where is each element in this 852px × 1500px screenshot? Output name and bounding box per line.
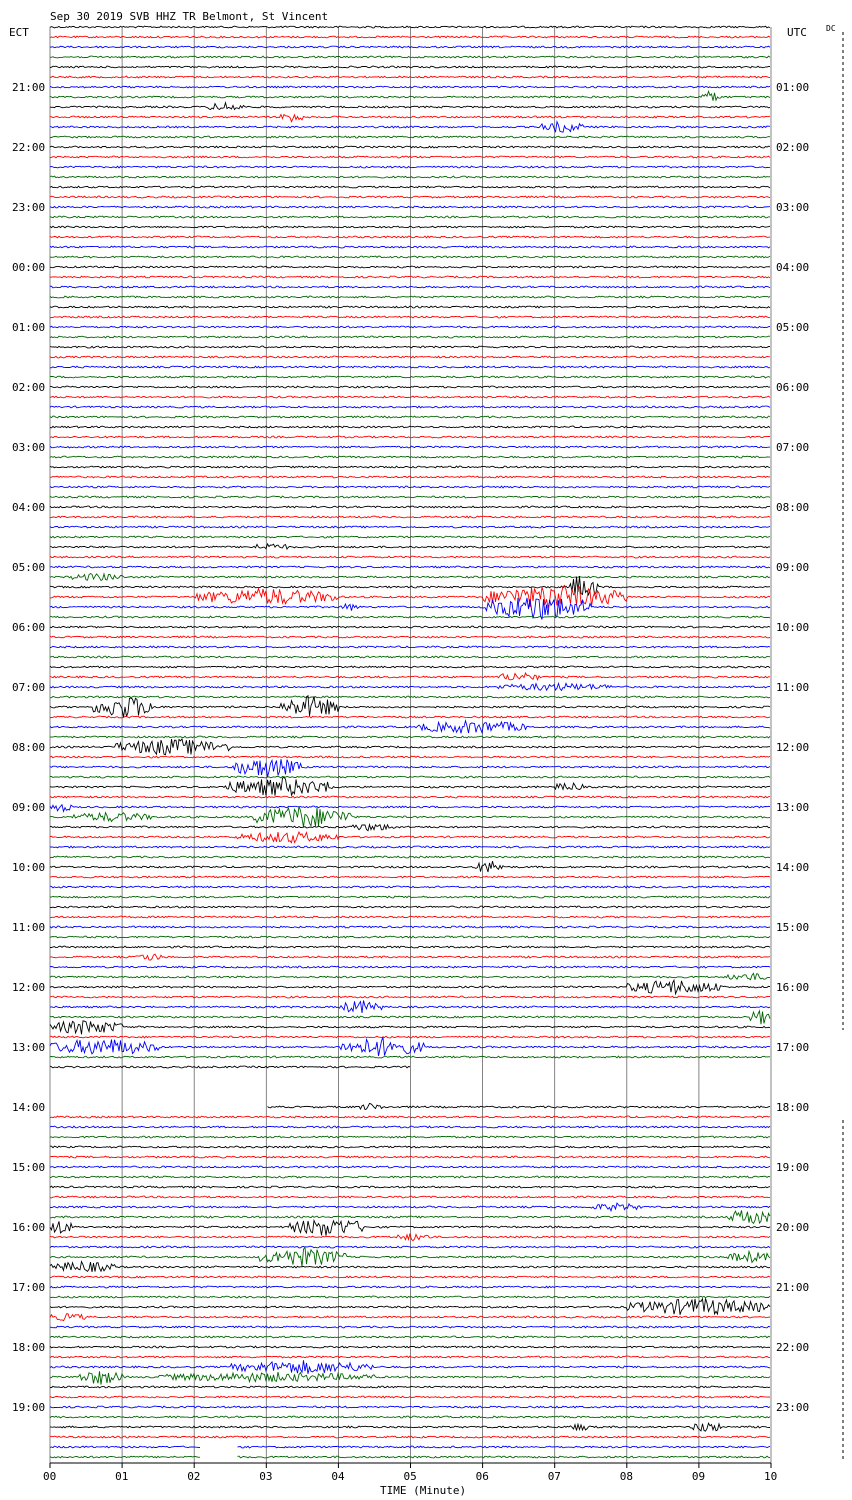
trace-line — [50, 716, 770, 718]
trace-line — [50, 306, 770, 308]
ect-hour-label: 17:00 — [12, 1281, 46, 1294]
trace-line — [50, 1286, 770, 1288]
trace-line — [50, 759, 770, 777]
trace-line — [50, 973, 770, 979]
trace-line — [50, 980, 770, 994]
trace-line — [50, 1436, 770, 1438]
utc-hour-label: 10:00 — [776, 621, 810, 634]
ect-hour-label: 09:00 — [12, 801, 46, 814]
trace-line — [50, 1326, 770, 1328]
trace-line — [50, 1360, 770, 1374]
trace-line — [50, 86, 770, 88]
seismic-traces — [50, 26, 770, 1458]
trace-line — [50, 516, 770, 518]
trace-line — [50, 246, 770, 248]
trace-line — [50, 486, 770, 488]
trace-line — [50, 426, 770, 428]
trace-line — [50, 176, 770, 178]
utc-hour-label: 22:00 — [776, 1341, 810, 1354]
trace-line — [50, 1176, 770, 1178]
trace-line — [50, 1276, 770, 1278]
trace-line — [50, 616, 770, 618]
trace-line — [50, 832, 770, 843]
trace-line — [50, 916, 770, 918]
trace-line — [50, 636, 770, 638]
trace-line — [50, 536, 770, 538]
trace-line — [50, 316, 770, 318]
trace-line — [50, 266, 770, 268]
utc-hour-label: 05:00 — [776, 321, 810, 334]
ect-hour-label: 04:00 — [12, 501, 46, 514]
chart-title: Sep 30 2019 SVB HHZ TR Belmont, St Vincent — [50, 10, 329, 23]
trace-line — [50, 456, 770, 458]
trace-line — [50, 886, 770, 888]
trace-line — [50, 386, 770, 388]
trace-line — [50, 186, 770, 188]
utc-hour-label: 09:00 — [776, 561, 810, 574]
trace-line — [50, 1247, 770, 1266]
utc-hour-label: 19:00 — [776, 1161, 810, 1174]
trace-line — [50, 356, 770, 358]
trace-line — [50, 1336, 770, 1338]
trace-line — [50, 156, 770, 158]
trace-line — [50, 376, 770, 378]
left-timezone-label: ECT — [9, 26, 29, 39]
x-axis-ticks — [43, 1463, 777, 1483]
trace-line — [50, 526, 770, 528]
trace-line — [50, 996, 770, 998]
trace-line — [50, 1246, 770, 1248]
ect-hour-label: 15:00 — [12, 1161, 46, 1174]
ect-hour-label: 03:00 — [12, 441, 46, 454]
trace-line — [50, 666, 770, 668]
trace-line — [50, 576, 770, 595]
trace-line — [50, 166, 770, 168]
x-tick-label: 00 — [43, 1470, 57, 1483]
trace-line — [50, 296, 770, 298]
trace-line — [50, 122, 770, 132]
trace-line — [50, 136, 770, 138]
trace-line — [50, 326, 770, 328]
trace-line — [50, 1314, 770, 1321]
utc-hour-label: 06:00 — [776, 381, 810, 394]
ect-hour-label: 11:00 — [12, 921, 46, 934]
trace-line — [50, 1186, 770, 1188]
utc-hour-labels — [776, 81, 809, 1414]
ect-hour-label: 00:00 — [12, 261, 46, 274]
trace-line — [50, 1423, 770, 1431]
ect-hour-label: 14:00 — [12, 1101, 46, 1114]
trace-line — [50, 103, 770, 110]
utc-hour-label: 08:00 — [776, 501, 810, 514]
trace-line — [50, 585, 770, 607]
trace-line — [50, 466, 770, 468]
trace-line — [50, 656, 770, 658]
trace-line — [50, 696, 770, 718]
trace-line — [50, 896, 770, 898]
trace-line — [50, 1356, 770, 1358]
trace-line — [50, 556, 770, 558]
trace-line — [50, 936, 770, 938]
trace-line — [50, 856, 770, 858]
utc-hour-label: 02:00 — [776, 141, 810, 154]
trace-line — [50, 906, 770, 908]
x-tick-label: 04 — [331, 1470, 345, 1483]
trace-line — [50, 216, 770, 218]
trace-line — [50, 256, 770, 258]
x-tick-label: 10 — [764, 1470, 778, 1483]
trace-line — [50, 954, 770, 960]
trace-line — [50, 196, 770, 198]
trace-line — [50, 416, 770, 418]
trace-line — [50, 1446, 770, 1448]
dc-label: DC — [826, 24, 836, 33]
trace-line — [50, 1001, 770, 1013]
ect-hour-labels — [12, 81, 45, 1414]
ect-hour-label: 08:00 — [12, 741, 46, 754]
utc-hour-label: 13:00 — [776, 801, 810, 814]
trace-line — [50, 26, 770, 28]
trace-line — [50, 1036, 770, 1038]
trace-line — [50, 1021, 770, 1035]
trace-line — [50, 566, 770, 568]
x-tick-label: 02 — [187, 1470, 201, 1483]
trace-line — [50, 721, 770, 734]
trace-line — [50, 1210, 770, 1223]
trace-line — [50, 1037, 770, 1056]
trace-line — [50, 1262, 770, 1272]
x-tick-label: 06 — [475, 1470, 489, 1483]
ect-hour-label: 12:00 — [12, 981, 46, 994]
trace-line — [50, 1203, 770, 1211]
utc-hour-label: 11:00 — [776, 681, 810, 694]
right-timezone-label: UTC — [787, 26, 807, 39]
trace-line — [50, 1296, 770, 1298]
trace-line — [50, 626, 770, 628]
trace-line — [50, 1011, 770, 1024]
trace-line — [50, 396, 770, 398]
trace-line — [50, 496, 770, 498]
trace-line — [50, 1056, 770, 1058]
x-tick-label: 05 — [403, 1470, 417, 1483]
trace-line — [50, 91, 770, 100]
trace-line — [50, 736, 770, 738]
trace-line — [50, 876, 770, 878]
trace-line — [50, 346, 770, 348]
ect-hour-label: 10:00 — [12, 861, 46, 874]
trace-line — [50, 36, 770, 38]
trace-line — [50, 476, 770, 478]
trace-line — [50, 1298, 770, 1314]
x-tick-label: 07 — [547, 1470, 561, 1483]
ect-hour-label: 22:00 — [12, 141, 46, 154]
trace-line — [50, 805, 770, 812]
trace-line — [50, 696, 770, 698]
ect-hour-label: 13:00 — [12, 1041, 46, 1054]
trace-line — [50, 846, 770, 848]
trace-line — [50, 1136, 770, 1138]
ect-hour-label: 21:00 — [12, 81, 46, 94]
trace-line — [50, 506, 770, 508]
utc-hour-label: 18:00 — [776, 1101, 810, 1114]
trace-line — [50, 146, 770, 148]
ect-hour-label: 19:00 — [12, 1401, 46, 1414]
trace-line — [50, 926, 770, 928]
trace-line — [50, 673, 770, 680]
utc-hour-label: 01:00 — [776, 81, 810, 94]
x-axis-label: TIME (Minute) — [380, 1484, 467, 1497]
utc-hour-label: 23:00 — [776, 1401, 810, 1414]
trace-line — [50, 544, 770, 549]
trace-line — [50, 436, 770, 438]
trace-line — [50, 574, 770, 581]
trace-line — [50, 1396, 770, 1398]
trace-line — [50, 778, 770, 796]
x-tick-label: 09 — [691, 1470, 706, 1483]
trace-line — [50, 66, 770, 68]
trace-line — [50, 776, 770, 778]
trace-line — [50, 946, 770, 948]
trace-line — [50, 1126, 770, 1128]
trace-line — [50, 796, 770, 798]
ect-hour-label: 02:00 — [12, 381, 46, 394]
trace-line — [50, 56, 770, 58]
utc-hour-label: 16:00 — [776, 981, 810, 994]
trace-line — [50, 1346, 770, 1348]
trace-line — [50, 76, 770, 78]
trace-line — [50, 1416, 770, 1418]
ect-hour-label: 05:00 — [12, 561, 46, 574]
trace-line — [50, 1406, 770, 1408]
trace-line — [50, 226, 770, 228]
x-tick-label: 01 — [115, 1470, 129, 1483]
utc-hour-label: 12:00 — [776, 741, 810, 754]
trace-line — [50, 966, 770, 968]
trace-line — [50, 206, 770, 208]
trace-line — [50, 406, 770, 408]
trace-line — [50, 1156, 770, 1158]
utc-hour-label: 03:00 — [776, 201, 810, 214]
utc-hour-label: 07:00 — [776, 441, 810, 454]
x-tick-label: 03 — [259, 1470, 273, 1483]
trace-line — [50, 861, 770, 872]
ect-hour-label: 23:00 — [12, 201, 46, 214]
trace-line — [50, 336, 770, 338]
trace-line — [50, 756, 770, 758]
trace-line — [50, 806, 770, 827]
ect-hour-label: 07:00 — [12, 681, 46, 694]
ect-hour-label: 01:00 — [12, 321, 46, 334]
ect-hour-label: 18:00 — [12, 1341, 46, 1354]
utc-hour-label: 14:00 — [776, 861, 810, 874]
trace-line — [50, 825, 770, 831]
trace-line — [50, 739, 770, 755]
x-tick-label: 08 — [619, 1470, 634, 1483]
utc-hour-label: 21:00 — [776, 1281, 810, 1294]
utc-hour-label: 20:00 — [776, 1221, 810, 1234]
trace-line — [50, 1386, 770, 1388]
utc-hour-label: 15:00 — [776, 921, 810, 934]
trace-line — [50, 1234, 770, 1241]
ect-hour-label: 16:00 — [12, 1221, 46, 1234]
trace-line — [50, 1371, 770, 1384]
trace-line — [50, 646, 770, 648]
trace-line — [50, 1146, 770, 1148]
trace-line — [50, 236, 770, 238]
trace-line — [50, 46, 770, 48]
trace-line — [50, 276, 770, 278]
trace-line — [50, 115, 770, 122]
ect-hour-label: 06:00 — [12, 621, 46, 634]
utc-hour-label: 04:00 — [776, 261, 810, 274]
trace-line — [50, 286, 770, 288]
trace-line — [50, 446, 770, 448]
trace-line — [50, 1196, 770, 1198]
utc-hour-label: 17:00 — [776, 1041, 810, 1054]
trace-line — [50, 1166, 770, 1168]
trace-line — [50, 366, 770, 368]
trace-line — [50, 1066, 410, 1068]
trace-line — [50, 1116, 770, 1118]
trace-line — [50, 683, 770, 690]
trace-line — [50, 1456, 770, 1458]
trace-line — [268, 1103, 771, 1109]
